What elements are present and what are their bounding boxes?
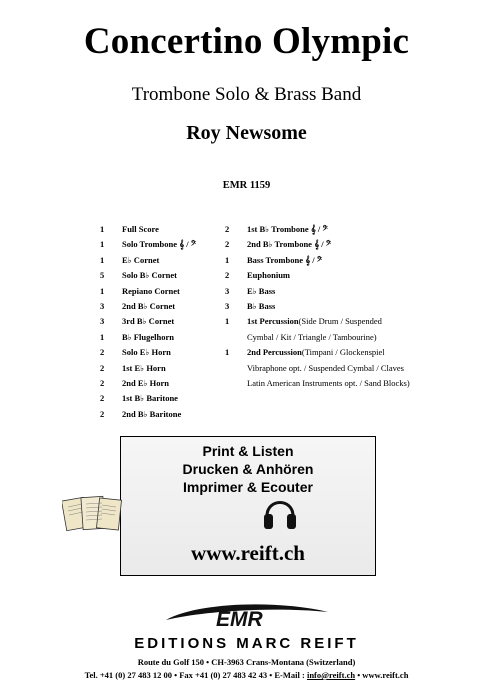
part-name: B♭ Bass xyxy=(247,300,276,311)
part-name: 3rd B♭ Cornet xyxy=(122,316,175,327)
parts-list-left xyxy=(100,222,225,422)
part-name: E♭ Cornet xyxy=(122,254,160,265)
part-quantity: 1 xyxy=(100,254,105,265)
part-name: Repiano Cornet xyxy=(122,285,180,296)
promo-line-drucken: Drucken & Anhören xyxy=(182,461,314,477)
logo-text: EMR xyxy=(216,608,263,631)
piece-title: Concertino Olympic xyxy=(83,21,410,62)
part-row xyxy=(100,391,225,406)
part-quantity: 2 xyxy=(100,377,105,388)
part-detail: (Side Drum / Suspended xyxy=(298,316,382,327)
part-name: Euphonium xyxy=(247,270,290,281)
sheet-music-icon xyxy=(62,495,122,537)
part-detail: (Timpani / Glockenspiel xyxy=(301,347,385,358)
part-name: E♭ Bass xyxy=(247,285,276,296)
part-quantity: 3 xyxy=(100,300,105,311)
part-row xyxy=(100,299,225,314)
part-name: 2nd B♭ Baritone xyxy=(122,408,182,419)
publisher-contact xyxy=(0,670,493,680)
part-row xyxy=(100,237,225,252)
part-name: 2nd Percussion xyxy=(247,347,302,358)
part-row xyxy=(225,314,450,329)
part-row xyxy=(225,299,450,314)
part-name: 1st B♭ Baritone xyxy=(122,393,178,404)
part-row xyxy=(225,284,450,299)
email-link[interactable]: info@reift.ch xyxy=(306,670,356,680)
part-row xyxy=(225,253,450,268)
part-quantity: 1 xyxy=(100,224,105,234)
part-quantity: 2 xyxy=(100,393,105,404)
part-quantity: 2 xyxy=(100,408,105,419)
part-row xyxy=(225,268,450,283)
part-name: 2nd E♭ Horn xyxy=(122,377,169,388)
catalog-number: EMR 1159 xyxy=(222,180,271,191)
part-row xyxy=(100,345,225,360)
contact-phone-fax: Tel. +41 (0) 27 483 12 00 • Fax +41 (0) 27 483 42 43 • E-Mail : xyxy=(84,670,307,680)
part-row xyxy=(100,284,225,299)
part-quantity: 1 xyxy=(100,285,105,296)
publisher-address: Route du Golf 150 • CH-3963 Crans-Montana (Switzerland) xyxy=(137,657,356,667)
part-row xyxy=(225,330,450,345)
part-quantity: 2 xyxy=(100,362,105,373)
instrumentation-subtitle: Trombone Solo & Brass Band xyxy=(131,84,362,105)
part-row xyxy=(225,361,450,376)
part-quantity: 2 xyxy=(225,224,230,234)
part-name: Bass Trombone 𝄞 / 𝄢 xyxy=(247,254,323,265)
part-row xyxy=(100,407,225,422)
part-name: 1st B♭ Trombone 𝄞 / 𝄢 xyxy=(247,224,328,234)
print-listen-box[interactable] xyxy=(120,436,376,576)
part-name: B♭ Flugelhorn xyxy=(122,331,174,342)
promo-line-print: Print & Listen xyxy=(202,443,294,459)
part-name: Solo E♭ Horn xyxy=(122,347,171,358)
part-detail: Vibraphone opt. / Suspended Cymbal / Claves xyxy=(247,362,404,373)
part-row xyxy=(100,314,225,329)
part-row xyxy=(225,376,450,391)
emr-logo-icon xyxy=(158,598,334,634)
part-name: Full Score xyxy=(122,224,159,234)
part-row xyxy=(100,268,225,283)
part-quantity: 2 xyxy=(225,270,230,281)
composer-name: Roy Newsome xyxy=(186,122,307,144)
headphones-icon xyxy=(262,492,298,532)
part-quantity: 5 xyxy=(100,270,105,281)
part-row xyxy=(225,222,450,237)
part-quantity: 3 xyxy=(100,316,105,327)
part-row xyxy=(225,237,450,252)
part-row xyxy=(225,345,450,360)
contact-website: • www.reift.ch xyxy=(355,670,409,680)
part-name: 2nd B♭ Cornet xyxy=(122,300,176,311)
part-row xyxy=(100,222,225,237)
part-name: Solo B♭ Cornet xyxy=(122,270,178,281)
part-quantity: 1 xyxy=(100,239,105,250)
part-row xyxy=(100,376,225,391)
part-quantity: 1 xyxy=(225,347,230,358)
promo-line-imprimer: Imprimer & Ecouter xyxy=(183,479,313,495)
part-quantity: 2 xyxy=(225,239,230,250)
part-detail: Latin American Instruments opt. / Sand Blocks) xyxy=(247,377,410,388)
publisher-name: EDITIONS MARC REIFT xyxy=(134,635,359,652)
part-quantity: 3 xyxy=(225,285,230,296)
part-name: Solo Trombone 𝄞 / 𝄢 xyxy=(122,239,197,250)
part-row xyxy=(100,361,225,376)
part-quantity: 1 xyxy=(225,254,230,265)
parts-list-right xyxy=(225,222,450,391)
part-row xyxy=(100,253,225,268)
part-row xyxy=(100,330,225,345)
part-quantity: 1 xyxy=(225,316,230,327)
website-link[interactable]: www.reift.ch xyxy=(191,541,305,565)
part-name: 1st E♭ Horn xyxy=(122,362,166,373)
part-quantity: 3 xyxy=(225,300,230,311)
part-name: 1st Percussion xyxy=(247,316,299,327)
part-name: 2nd B♭ Trombone 𝄞 / 𝄢 xyxy=(247,239,332,250)
part-quantity: 1 xyxy=(100,331,105,342)
part-quantity: 2 xyxy=(100,347,105,358)
part-detail: Cymbal / Kit / Triangle / Tambourine) xyxy=(247,331,377,342)
